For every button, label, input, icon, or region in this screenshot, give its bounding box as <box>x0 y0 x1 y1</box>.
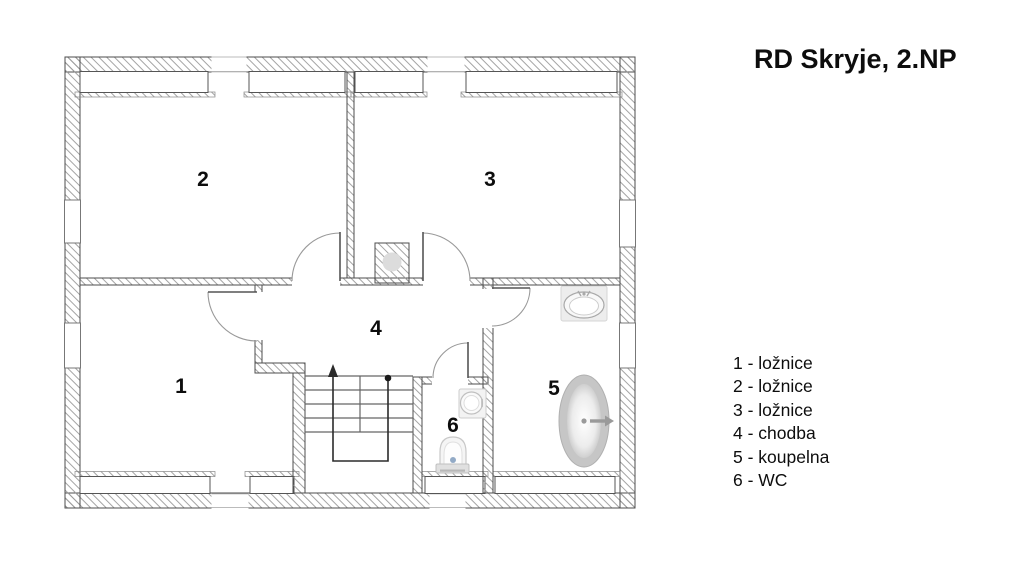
door-room5 <box>492 288 530 326</box>
window-top-room3-b <box>466 72 617 93</box>
window-right-room5 <box>620 323 636 368</box>
window-bottom-room5 <box>495 477 615 494</box>
bathtub-icon <box>559 375 614 467</box>
window-bottom-room1-a <box>80 477 210 494</box>
legend-item-3: 3 - ložnice <box>733 399 813 420</box>
stair-up-arrow-icon <box>328 364 338 377</box>
toilet-icon <box>436 437 469 473</box>
room-label-1: 1 <box>175 375 187 398</box>
window-right-room3 <box>620 200 636 247</box>
room-label-3: 3 <box>484 168 496 191</box>
stair-walk-line-start-dot <box>385 375 392 382</box>
legend-item-5: 5 - koupelna <box>733 446 830 467</box>
wall-hall-jog <box>255 363 305 373</box>
legend-item-6: 6 - WC <box>733 470 788 491</box>
legend-item-1: 1 - ložnice <box>733 353 813 373</box>
page-title: RD Skryje, 2.NP <box>754 44 957 74</box>
door-wc <box>433 342 468 378</box>
door-room3 <box>423 232 470 281</box>
room-label-5: 5 <box>548 377 560 400</box>
window-bottom-room1-b <box>250 477 294 494</box>
window-left-room1 <box>65 323 81 368</box>
staircase <box>305 364 413 461</box>
wall-hall-horizontal <box>80 278 620 285</box>
washing-machine-icon <box>459 389 486 418</box>
wall-stair-left <box>293 373 305 493</box>
door-room1 <box>208 292 257 341</box>
legend-item-4: 4 - chodba <box>733 423 816 444</box>
window-left-room2 <box>65 200 81 243</box>
legend <box>733 352 829 492</box>
room-label-6: 6 <box>447 414 459 437</box>
window-top-room3-a <box>355 72 423 93</box>
window-top-room2-a <box>80 72 208 93</box>
outer-wall-top <box>65 57 635 72</box>
outer-wall-bottom <box>65 493 635 508</box>
room-label-2: 2 <box>197 168 209 191</box>
outer-wall-right <box>620 57 635 508</box>
washbasin-icon <box>561 286 607 321</box>
legend-item-2: 2 - ložnice <box>733 376 813 397</box>
chimney <box>375 243 409 283</box>
outer-wall-left <box>65 57 80 508</box>
window-top-room2-b <box>249 72 345 93</box>
window-bottom-wc <box>425 477 485 494</box>
interior-walls <box>80 72 620 493</box>
door-room2 <box>292 232 340 281</box>
wall-room2-room3-divider <box>347 72 354 278</box>
room-label-4: 4 <box>370 317 382 340</box>
wall-stair-wc <box>413 377 422 493</box>
